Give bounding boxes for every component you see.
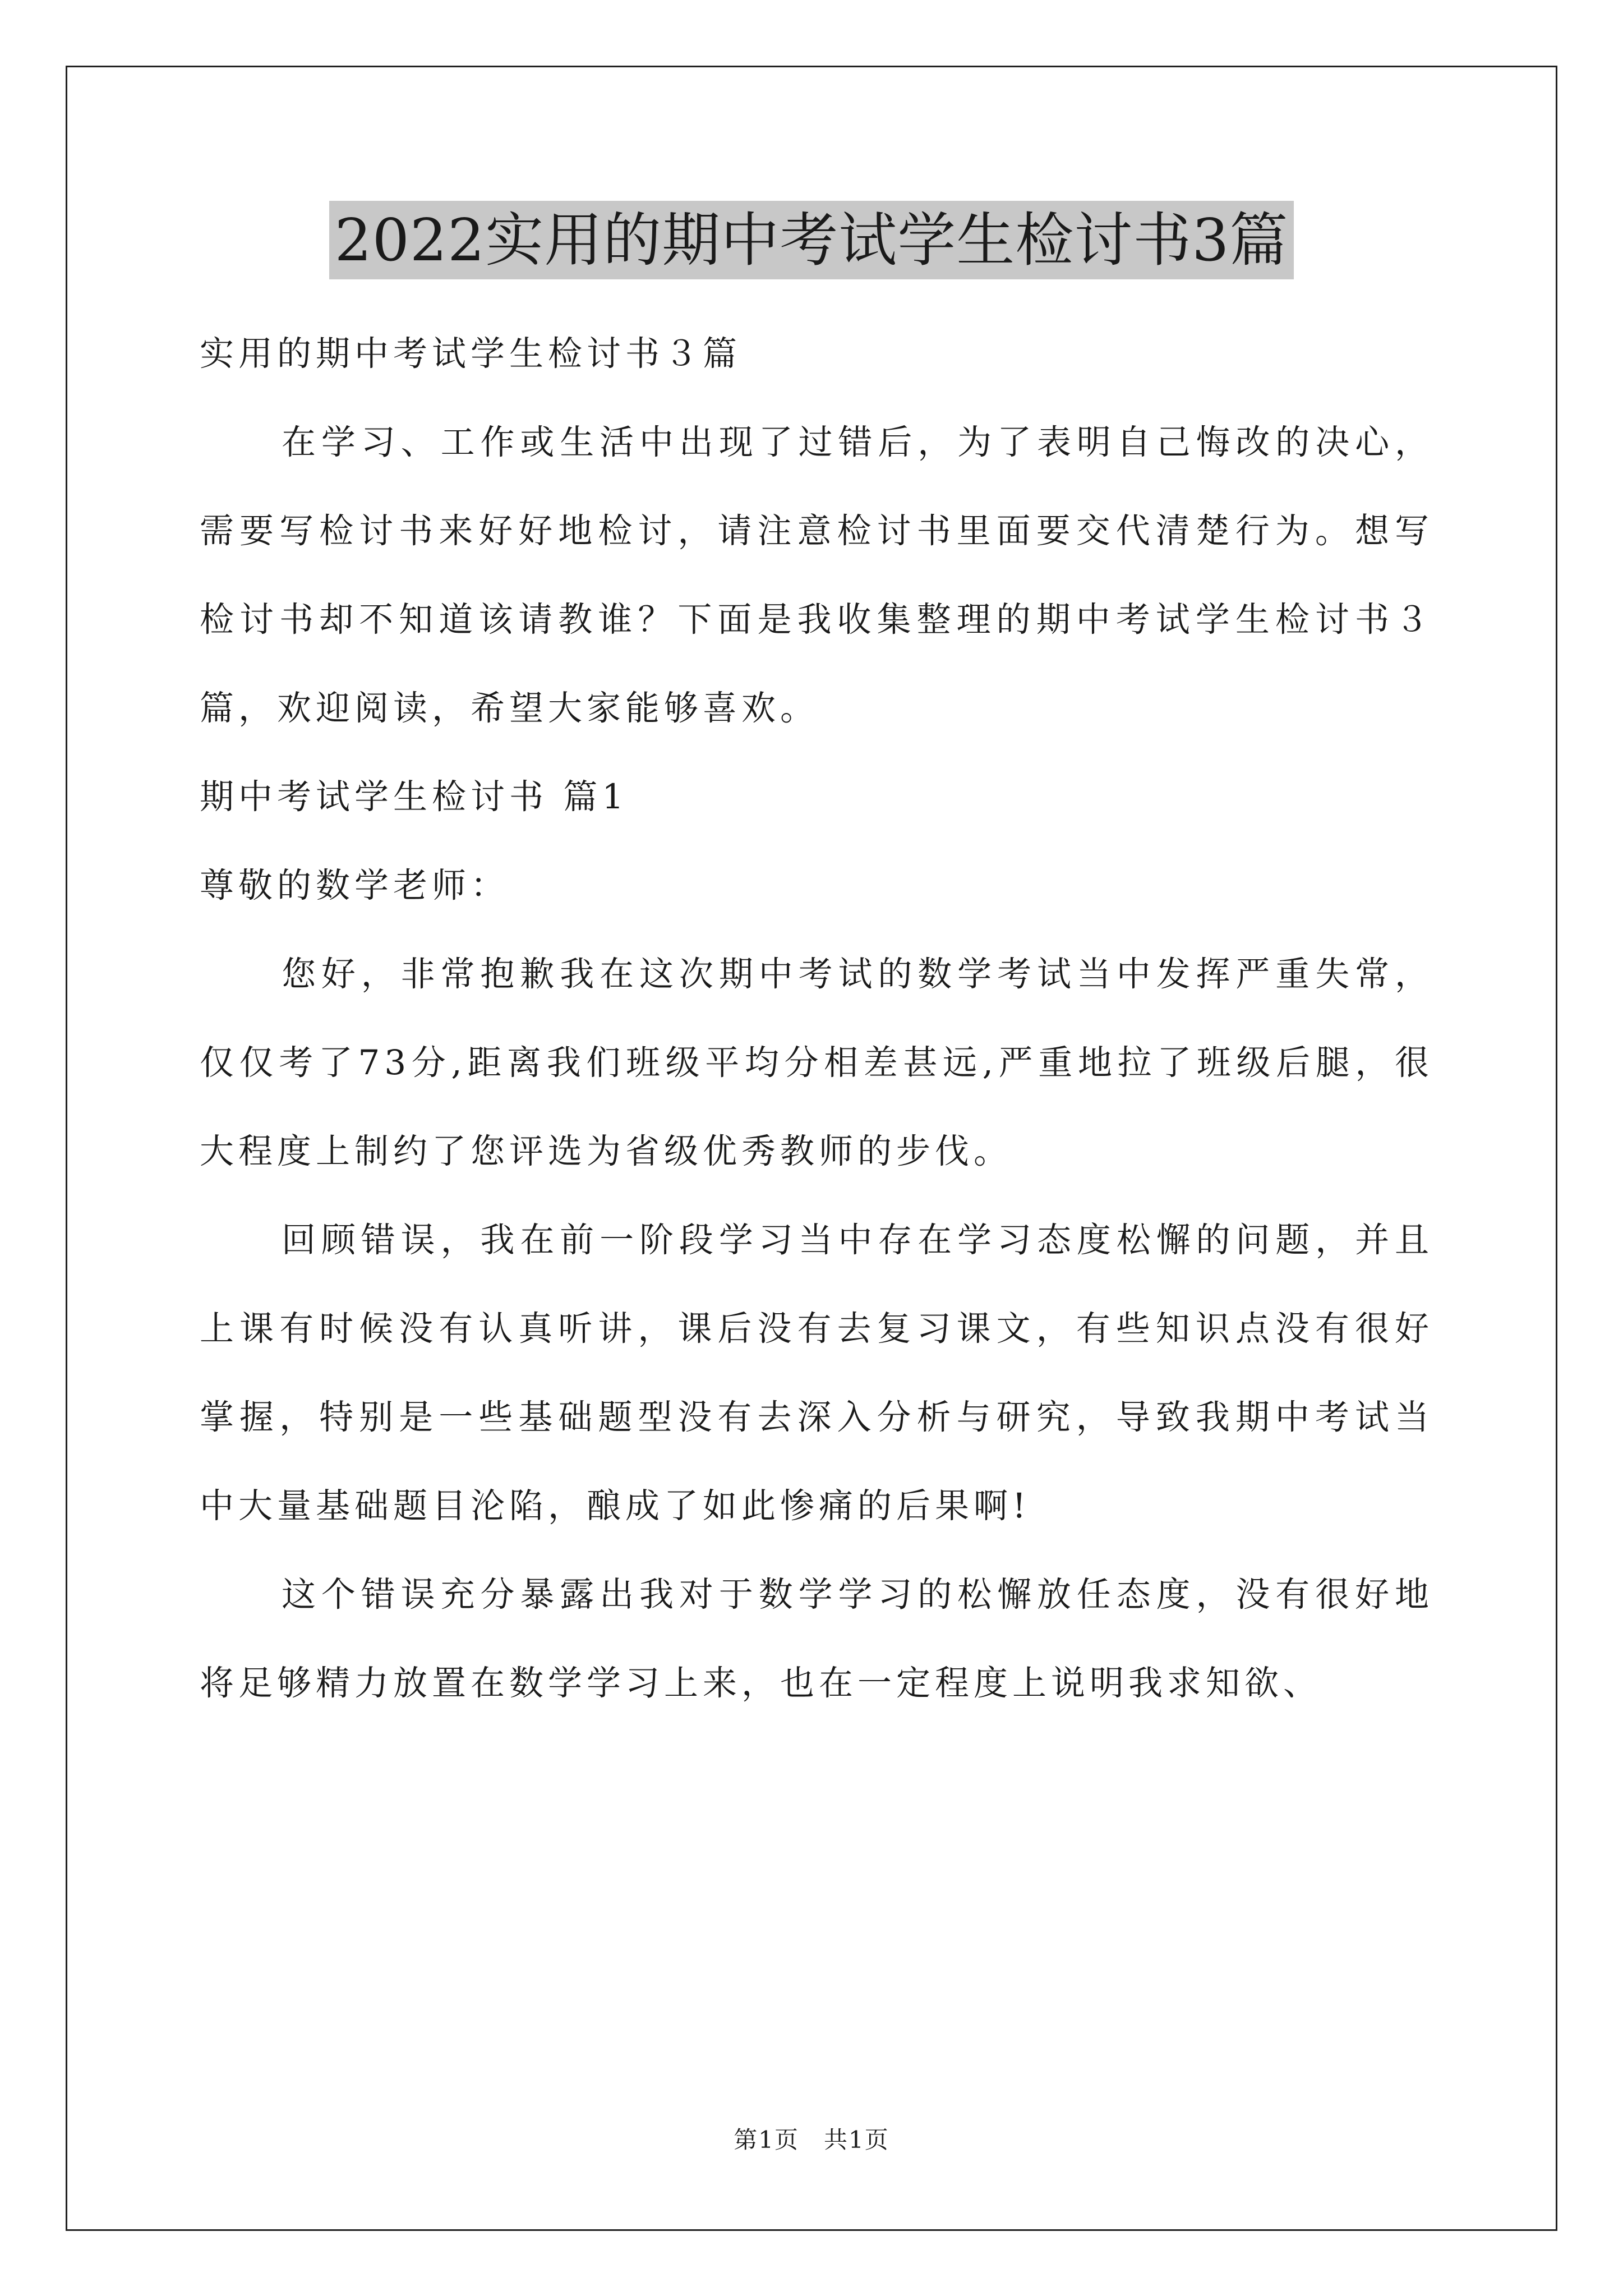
document-body <box>200 310 1433 1728</box>
body-paragraph: 回顾错误，我在前一阶段学习当中存在学习态度松懈的问题，并且上课有时候没有认真听讲，课后没有去复习课文，有些知识点没有很好掌握，特别是一些基础题型没有去深入分析与研究，导致我期中考试当中大量基础题目沦陷，酿成了如此惨痛的后果啊! <box>200 1220 1433 1526</box>
salutation: 尊敬的数学老师： <box>200 866 510 905</box>
body-paragraph: 您好，非常抱歉我在这次期中考试的数学考试当中发挥严重失常，仅仅考了73分,距离我们班级平均分相差甚远,严重地拉了班级后腿，很大程度上制约了您评选为省级优秀教师的步伐。 <box>200 954 1433 1171</box>
body-paragraph: 这个错误充分暴露出我对于数学学习的松懈放任态度，没有很好地将足够精力放置在数学学习上来，也在一定程度上说明我求知欲、 <box>200 1575 1433 1703</box>
section-heading: 期中考试学生检讨书 篇1 <box>200 777 629 817</box>
document-title: 2022实用的期中考试学生检讨书3篇 <box>329 201 1294 279</box>
intro-paragraph: 在学习、工作或生活中出现了过错后，为了表明自己悔改的决心，需要写检讨书来好好地检讨，请注意检讨书里面要交代清楚行为。想写检讨书却不知道该请教谁？下面是我收集整理的期中考试学生检讨书３篇，欢迎阅读，希望大家能够喜欢。 <box>200 422 1433 728</box>
page-number-footer: 第1页 共1页 <box>734 2126 889 2154</box>
subtitle-line: 实用的期中考试学生检讨书３篇 <box>200 334 742 374</box>
title-container <box>0 201 1623 279</box>
